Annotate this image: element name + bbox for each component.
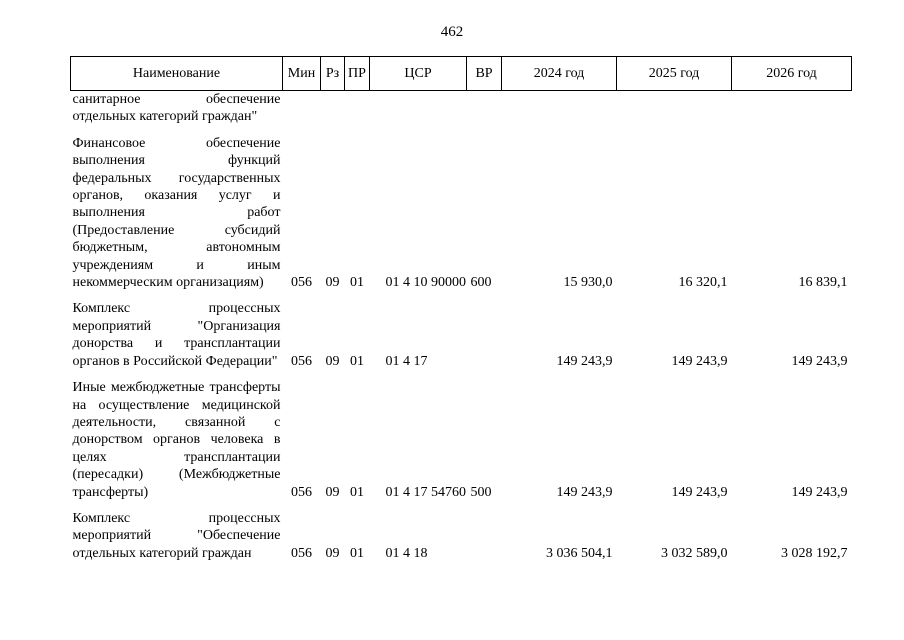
row-2025: 149 243,9 — [671, 353, 728, 369]
row-name: санитарное обеспечение отдельных категорий граждан" — [72, 92, 281, 125]
row-2025 — [617, 91, 732, 126]
table-row — [71, 291, 852, 370]
header-min: Мин — [283, 57, 321, 91]
header-2026: 2026 год — [732, 57, 852, 91]
row-min: 056 — [291, 353, 312, 369]
row-2024: 149 243,9 — [556, 484, 613, 500]
row-vr: 500 — [470, 484, 492, 500]
row-2026 — [732, 91, 852, 126]
row-2025: 149 243,9 — [671, 484, 728, 500]
row-name: Комплекс процессных мероприятий "Обеспечение отдельных категорий граждан — [72, 510, 281, 561]
row-min — [283, 91, 321, 126]
row-2024: 15 930,0 — [563, 275, 613, 291]
row-csr: 01 4 17 54760 — [385, 484, 466, 500]
row-vr — [467, 291, 502, 370]
row-2025: 3 032 589,0 — [661, 545, 728, 561]
row-pr: 01 — [350, 484, 364, 500]
row-pr: 01 — [350, 545, 364, 561]
row-name: Комплекс процессных мероприятий "Организация донорства и трансплантации органов в Российской Федерации" — [72, 301, 281, 369]
table-body — [71, 91, 852, 563]
header-csr: ЦСР — [370, 57, 467, 91]
table-row — [71, 91, 852, 126]
row-csr: 01 4 18 — [385, 545, 428, 561]
table-header — [71, 57, 852, 91]
row-vr — [467, 91, 502, 126]
row-min: 056 — [291, 275, 312, 291]
row-2026: 149 243,9 — [791, 484, 848, 500]
row-rz — [321, 91, 345, 126]
row-vr: 600 — [470, 275, 492, 291]
row-pr: 01 — [350, 353, 364, 369]
row-csr: 01 4 17 — [385, 353, 428, 369]
header-name: Наименование — [71, 57, 283, 91]
header-vr: ВР — [467, 57, 502, 91]
row-2026: 3 028 192,7 — [781, 545, 848, 561]
row-pr — [345, 91, 370, 126]
row-2026: 149 243,9 — [791, 353, 848, 369]
row-2024: 3 036 504,1 — [546, 545, 613, 561]
row-rz: 09 — [325, 275, 340, 291]
row-rz: 09 — [325, 545, 340, 561]
budget-table — [70, 56, 852, 562]
row-2025: 16 320,1 — [678, 275, 728, 291]
row-name: Иные межбюджетные трансферты на осуществление медицинской деятельности, связанной с донорством органов человека в целях трансплантации (пересадки) (Межбюджетные трансферты) — [72, 380, 281, 500]
table-row — [71, 501, 852, 562]
header-rz: Рз — [321, 57, 345, 91]
row-min: 056 — [291, 484, 312, 500]
row-rz: 09 — [325, 484, 340, 500]
row-csr: 01 4 10 90000 — [385, 275, 466, 291]
row-rz: 09 — [325, 353, 340, 369]
row-2026: 16 839,1 — [798, 275, 848, 291]
row-2024: 149 243,9 — [556, 353, 613, 369]
table-row — [71, 126, 852, 292]
page-number: 462 — [440, 24, 464, 40]
row-min: 056 — [291, 545, 312, 561]
table-row — [71, 370, 852, 501]
row-csr — [370, 91, 467, 126]
row-vr — [467, 501, 502, 562]
row-name: Финансовое обеспечение выполнения функций федеральных государственных органов, оказания услуг и выполнения работ (Предоставление субсидий бюджетным, автономным учреждениям и иным некоммерческим организациям) — [72, 135, 281, 291]
header-2025: 2025 год — [617, 57, 732, 91]
header-2024: 2024 год — [502, 57, 617, 91]
header-pr: ПР — [345, 57, 370, 91]
row-pr: 01 — [350, 275, 364, 291]
row-2024 — [502, 91, 617, 126]
